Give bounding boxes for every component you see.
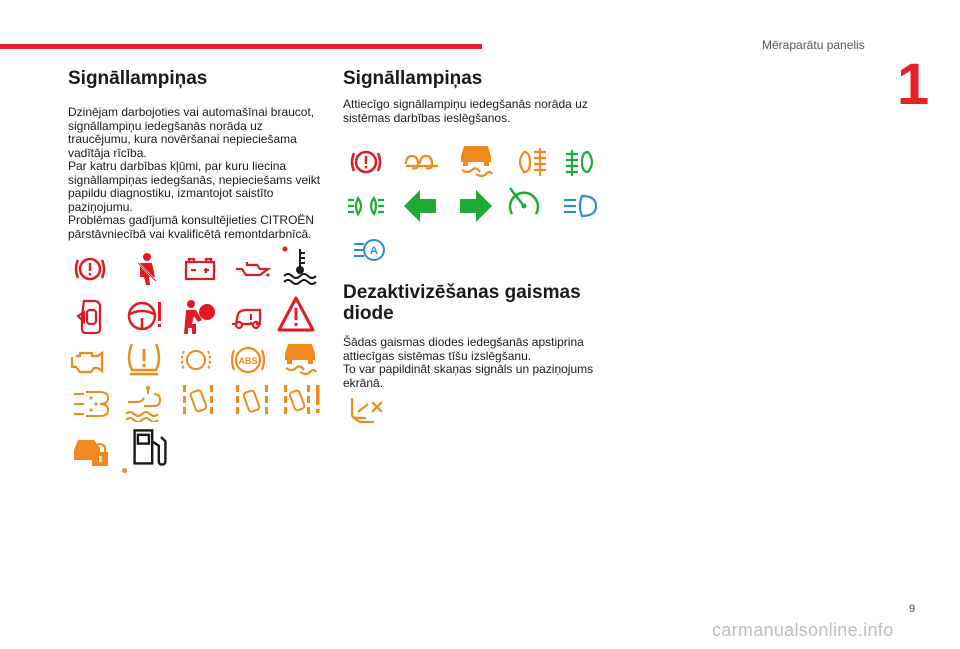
deactivation-section xyxy=(343,282,603,390)
watermark: carmanualsonline.info xyxy=(712,620,894,640)
auto-high-beam-icon xyxy=(350,232,390,272)
deactivation-paragraph-1: Šādas gaismas diodes iedegšanās apstiprina attiecīgas sistēmas tīšu izslēgšanu. xyxy=(343,335,584,363)
coolant-temperature-icon xyxy=(280,245,320,285)
left-heading: Signāllampiņas xyxy=(68,68,208,89)
adblue-icon xyxy=(124,382,164,422)
chapter-number: 1 xyxy=(897,52,930,117)
left-paragraph-2: Par katru darbības kļūmi, par kuru liecina signāllampiņas iedegšanās, nepieciešams veikt papildu diagnostiku, izmantojot saistīto paziņojumu. xyxy=(68,159,321,214)
brake-warning-icon xyxy=(70,249,110,289)
section-title: Mēraparātu panelis xyxy=(762,38,865,52)
lane-assist-icon xyxy=(232,382,272,422)
deactivation-paragraph-2: To var papildināt skaņas signāls un paziņojums ekrānā. xyxy=(343,362,594,390)
lane-assist-left-icon xyxy=(178,382,218,422)
immobiliser-icon xyxy=(72,428,112,468)
brake-pads-icon xyxy=(176,340,216,380)
rear-fog-icon xyxy=(510,142,550,182)
seat-heating-off-icon xyxy=(346,390,386,430)
right-intro: Attiecīgo signāllampiņu iedegšanās norāda uz sistēmas darbības ieslēgšanos. xyxy=(343,97,588,125)
engine-check-icon xyxy=(70,340,110,380)
parking-brake-icon xyxy=(346,142,386,182)
amber-indicator-dot xyxy=(122,468,127,473)
dipped-beam-icon xyxy=(560,186,600,226)
stability-control-icon xyxy=(280,338,320,378)
diesel-particulate-filter-icon xyxy=(72,384,112,424)
turn-right-icon xyxy=(454,186,494,226)
tyre-pressure-icon xyxy=(124,338,164,378)
warning-triangle-icon xyxy=(276,294,316,334)
turn-left-icon xyxy=(402,186,442,226)
side-lights-icon xyxy=(346,186,386,226)
door-open-icon xyxy=(70,296,110,336)
oil-pressure-icon xyxy=(232,249,272,289)
airbag-icon xyxy=(178,296,218,336)
left-paragraph-1: Dzinējam darbojoties vai automašīnai braucot, signāllampiņu iedegšanās norāda uz traucējumu, kura novēršanai nepieciešama vadītāja rīcība. xyxy=(68,105,315,160)
abs-icon xyxy=(228,340,268,380)
glow-plug-icon xyxy=(402,142,442,182)
battery-icon xyxy=(180,249,220,289)
seatbelt-icon xyxy=(126,249,166,289)
stability-off-icon xyxy=(456,140,496,180)
steering-fault-icon xyxy=(124,296,164,336)
lane-assist-fault-icon xyxy=(282,382,322,422)
service-icon xyxy=(228,296,268,336)
svg-text:ABS: ABS xyxy=(238,356,258,366)
page-number: 9 xyxy=(909,603,916,615)
low-fuel-icon xyxy=(128,426,172,470)
left-column xyxy=(68,68,328,241)
right-column xyxy=(343,68,603,125)
right-heading: Signāllampiņas xyxy=(343,68,483,89)
deactivation-heading: Dezaktivizēšanas gaismas diode xyxy=(343,282,581,324)
left-paragraph-3: Problēmas gadījumā konsultējieties CITROËN pārstāvniecībā vai kvalificētā remontdarbnīcā. xyxy=(68,213,315,241)
header-red-bar xyxy=(0,44,482,49)
front-fog-icon xyxy=(562,142,602,182)
svg-text:A: A xyxy=(370,245,378,257)
speed-limiter-icon xyxy=(504,184,544,224)
